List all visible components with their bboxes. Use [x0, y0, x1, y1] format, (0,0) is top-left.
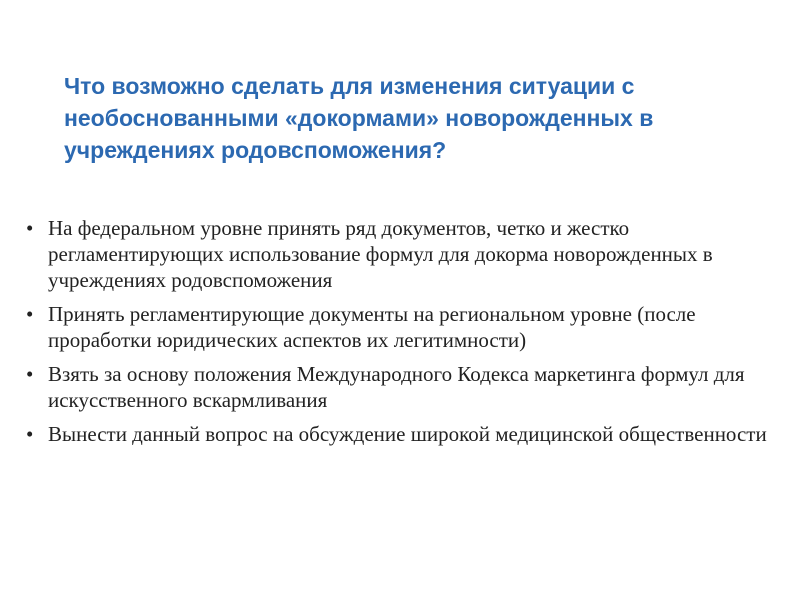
slide-title: Что возможно сделать для изменения ситуации с необоснованными «докормами» новорожденных в учреждениях родовспоможения?: [64, 73, 654, 163]
bullet-marker: •: [26, 362, 34, 386]
bullet-text: На федеральном уровне принять ряд документов, четко и жестко регламентирующих использование формул для докорма новорожденных в учреждениях родовспоможения: [48, 216, 713, 292]
bullet-text: Принять регламентирующие документы на региональном уровне (после проработки юридических аспектов их легитимности): [48, 302, 696, 352]
bullet-item: [26, 361, 786, 413]
bullet-list: [26, 215, 786, 455]
bullet-marker: •: [26, 302, 34, 326]
bullet-item: [26, 215, 786, 293]
bullet-item: [26, 301, 786, 353]
bullet-marker: •: [26, 422, 34, 446]
bullet-item: [26, 421, 786, 447]
bullet-text: Вынести данный вопрос на обсуждение широкой медицинской общественности: [48, 422, 767, 446]
bullet-marker: •: [26, 216, 34, 240]
bullet-text: Взять за основу положения Международного Кодекса маркетинга формул для искусственного вскармливания: [48, 362, 745, 412]
